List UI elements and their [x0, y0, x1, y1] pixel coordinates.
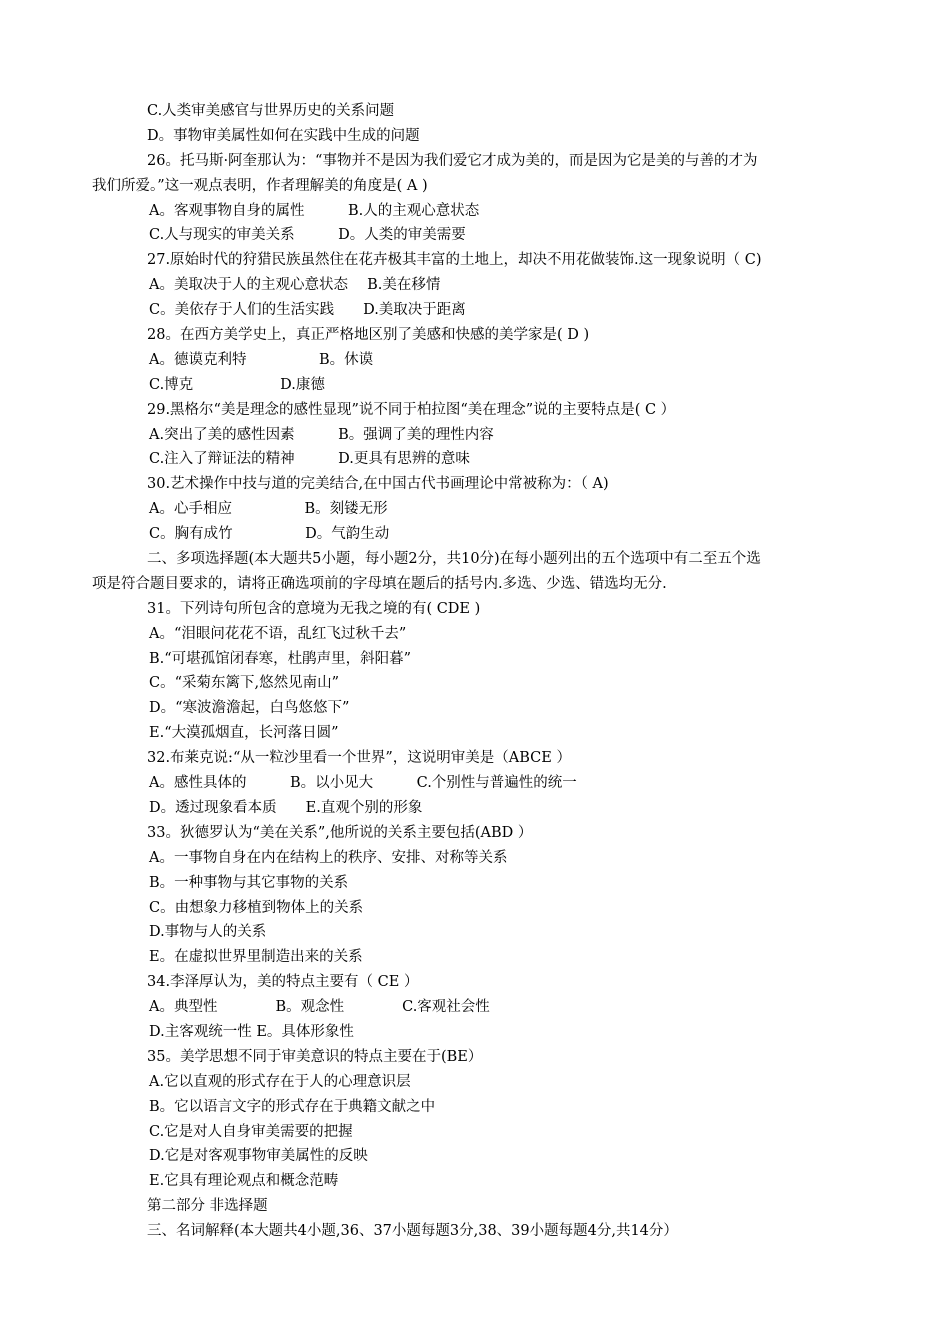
text-line: E。在虚拟世界里制造出来的关系	[149, 949, 363, 966]
text-line: C.注入了辩证法的精神 D.更具有思辨的意味	[149, 451, 470, 468]
text-line: A.突出了美的感性因素 B。强调了美的理性内容	[149, 426, 494, 443]
text-line: C。美依存于人们的生活实践 D.美取决于距离	[149, 302, 466, 319]
text-line: A。客观事物自身的属性 B.人的主观心意状态	[149, 202, 480, 219]
text-line: 我们所爱。”这一观点表明，作者理解美的角度是( A )	[92, 177, 428, 194]
text-line: C。胸有成竹 D。气韵生动	[149, 526, 390, 543]
text-line: A。心手相应 B。刻镂无形	[149, 501, 388, 518]
text-line: 31。下列诗句所包含的意境为无我之境的有( CDE )	[147, 600, 481, 617]
text-line: A。典型性 B。观念性 C.客观社会性	[149, 999, 490, 1016]
text-line: A.它以直观的形式存在于人的心理意识层	[149, 1073, 411, 1090]
text-line: 项是符合题目要求的，请将正确选项前的字母填在题后的括号内.多选、少选、错选均无分.	[92, 575, 667, 592]
text-line: A。“泪眼问花花不语，乱红飞过秋千去”	[149, 625, 407, 642]
text-line: 29.黑格尔“美是理念的感性显现”说不同于柏拉图“美在理念”说的主要特点是( C ）	[147, 401, 676, 418]
text-line: 30.艺术操作中技与道的完美结合,在中国古代书画理论中常被称为：（ A)	[147, 476, 609, 493]
text-line: E.“大漠孤烟直，长河落日圆”	[149, 725, 339, 742]
text-line: 34.李泽厚认为，美的特点主要有（ CE ）	[147, 974, 419, 991]
text-line: D。透过现象看本质 E.直观个别的形象	[149, 799, 423, 816]
text-line: A。一事物自身在内在结构上的秩序、安排、对称等关系	[149, 849, 508, 866]
text-line: B.“可堪孤馆闭春寒，杜鹃声里，斜阳暮”	[149, 650, 412, 667]
text-line: A。德谟克利特 B。休谟	[149, 351, 374, 368]
text-line: C.它是对人自身审美需要的把握	[149, 1123, 353, 1140]
text-line: 二、多项选择题(本大题共5小题，每小题2分，共10分)在每小题列出的五个选项中有二至五个选	[147, 551, 761, 568]
text-line: 第二部分 非选择题	[147, 1198, 268, 1215]
text-line: D。“寒波澹澹起，白鸟悠悠下”	[149, 700, 350, 717]
text-line: D。事物审美属性如何在实践中生成的问题	[147, 127, 420, 144]
text-line: 32.布莱克说:“从一粒沙里看一个世界”，这说明审美是（ABCE ）	[147, 750, 571, 767]
text-line: B。一种事物与其它事物的关系	[149, 874, 349, 891]
text-line: 27.原始时代的狩猎民族虽然住在花卉极其丰富的土地上，却决不用花做装饰.这一现象说明（ C)	[147, 252, 762, 269]
text-line: 33。狄德罗认为“美在关系”,他所说的关系主要包括(ABD ）	[147, 824, 533, 841]
text-line: A。美取决于人的主观心意状态 B.美在移情	[149, 277, 441, 294]
text-line: 三、名词解释(本大题共4小题,36、37小题每题3分,38、39小题每题4分,共14分）	[147, 1223, 678, 1240]
text-line: C.人类审美感官与世界历史的关系问题	[147, 103, 395, 119]
text-line: C.博克 D.康德	[149, 376, 325, 393]
text-line: 26。托马斯·阿奎那认为：“事物并不是因为我们爱它才成为美的，而是因为它是美的与善的才为	[147, 152, 758, 169]
text-line: 28。在西方美学史上，真正严格地区别了美感和快感的美学家是( D )	[147, 327, 590, 344]
text-line: E.它具有理论观点和概念范畴	[149, 1173, 339, 1190]
text-line: D.主客观统一性 E。具体形象性	[149, 1023, 354, 1040]
text-line: C。由想象力移植到物体上的关系	[149, 899, 364, 916]
text-line: 35。美学思想不同于审美意识的特点主要在于(BE）	[147, 1048, 483, 1065]
text-line: A。感性具体的 B。以小见大 C.个别性与普遍性的统一	[149, 775, 577, 792]
text-line: B。它以语言文字的形式存在于典籍文献之中	[149, 1098, 436, 1115]
text-line: C。“采菊东篱下,悠然见南山”	[149, 675, 340, 692]
text-line: D.它是对客观事物审美属性的反映	[149, 1148, 368, 1165]
text-line: D.事物与人的关系	[149, 924, 267, 941]
text-line: C.人与现实的审美关系 D。人类的审美需要	[149, 227, 466, 244]
